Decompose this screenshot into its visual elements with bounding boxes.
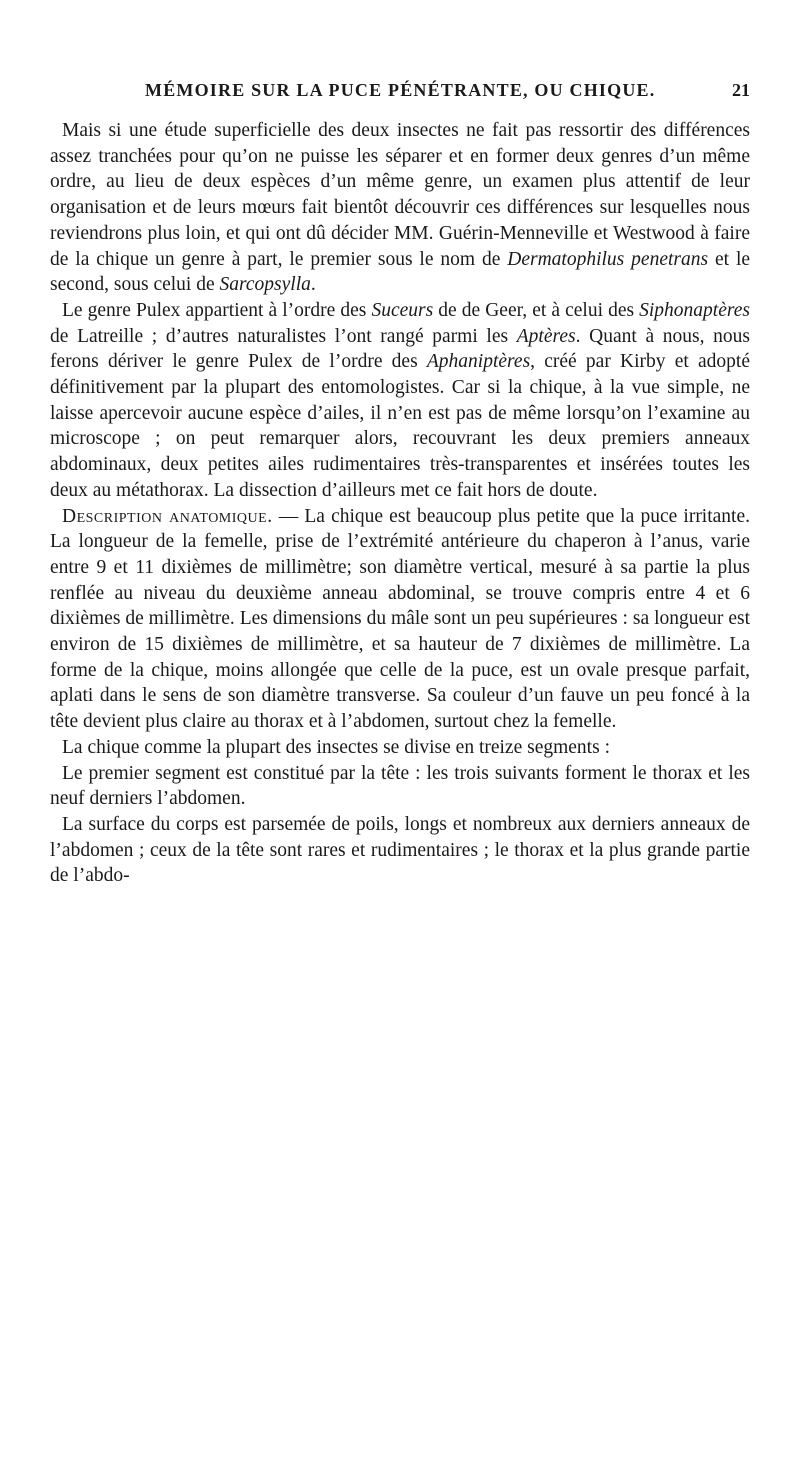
- term-siphonapteres: Siphonaptères: [639, 299, 750, 321]
- paragraph-2-text: Le genre Pulex appartient à l’ordre des: [62, 299, 372, 321]
- taxon-sarcopsylla: Sarcopsylla: [219, 274, 311, 296]
- paragraph-1-end: .: [310, 274, 316, 296]
- paragraph-2-text-2: de de Geer, et à celui des: [433, 299, 640, 321]
- paragraph-4: La chique comme la plupart des insectes se divise en treize segments :: [62, 736, 610, 758]
- term-apteres: Aptères: [516, 325, 576, 347]
- paragraph-1-text-2: et le second, sous celui de: [50, 248, 751, 296]
- paragraph-2-text-3: de Latreille ; d’autres naturalistes l’ont rangé parmi les: [50, 325, 517, 347]
- body-text: [50, 118, 750, 889]
- term-aphanipteres: Aphaniptères: [426, 351, 531, 373]
- section-heading-description: Description anatomique.: [62, 505, 273, 527]
- paragraph-3-text: — La chique est beaucoup plus petite que la puce irritante. La longueur de la femelle, prise de l’extrémité antérieure du chaperon à l’anus, varie entre 9 et 11 dixièmes de millimètre; son diamètre vertical, mesuré à sa partie la plus renflée au niveau du deuxième anneau abdominal, se trouve compris entre 4 et 6 dixièmes de millimètre. Les dimensions du mâle sont un peu supérieures : sa longueur est environ de 15 dixièmes de millimètre, et sa hauteur de 7 dixièmes de millimètre. La forme de la chique, moins allongée que celle de la puce, est un ovale presque parfait, aplati dans le sens de son diamètre transverse. Sa couleur d’un fauve un peu foncé à la tête devient plus claire au thorax et à l’abdomen, surtout chez la femelle.: [50, 505, 750, 733]
- paragraph-6: La surface du corps est parsemée de poils, longs et nombreux aux derniers anneaux de l’abdomen ; ceux de la tête sont rares et rudimentaires ; le thorax et la plus grande partie de l’abdo-: [50, 813, 750, 887]
- paragraph-3: [50, 504, 750, 735]
- running-title: MÉMOIRE SUR LA PUCE PÉNÉTRANTE, OU CHIQUE.: [145, 80, 656, 100]
- term-suceurs: Suceurs: [371, 299, 434, 321]
- paragraph-1: [50, 118, 750, 298]
- paragraph-2: [50, 298, 750, 504]
- paragraph-5: Le premier segment est constitué par la tête : les trois suivants forment le thorax et les neuf derniers l’abdomen.: [50, 762, 750, 810]
- page-header: [50, 80, 750, 110]
- paragraph-2-text-4: . Quant à nous, nous ferons dériver le genre Pulex de l’ordre des: [50, 325, 750, 373]
- taxon-dermatophilus: Dermatophilus penetrans: [507, 248, 709, 270]
- page-number: 21: [732, 80, 750, 100]
- paragraph-1-text: Mais si une étude superficielle des deux insectes ne fait pas ressortir des différences assez tranchées pour qu’on ne puisse les séparer et en former deux genres d’un même ordre, au lieu de deux espèces d’un même genre, un examen plus attentif de leur organisation et de leurs mœurs fait bientôt découvrir ces différences sur lesquelles nous reviendrons plus loin, et qui ont dû décider MM. Guérin-Menneville et Westwood à faire de la chique un genre à part, le premier sous le nom de: [50, 120, 750, 270]
- paragraph-2-text-5: , créé par Kirby et adopté définitivement par la plupart des entomologistes. Car si la chique, à la vue simple, ne laisse apercevoir aucune espèce d’ailes, il n’en est pas de même lorsqu’on l’examine au microscope ; on peut remarquer alors, recouvrant les deux premiers anneaux abdominaux, deux petites ailes rudimentaires très-transparentes et insérées toutes les deux au métathorax. La dissection d’ailleurs met ce fait hors de doute.: [50, 351, 750, 501]
